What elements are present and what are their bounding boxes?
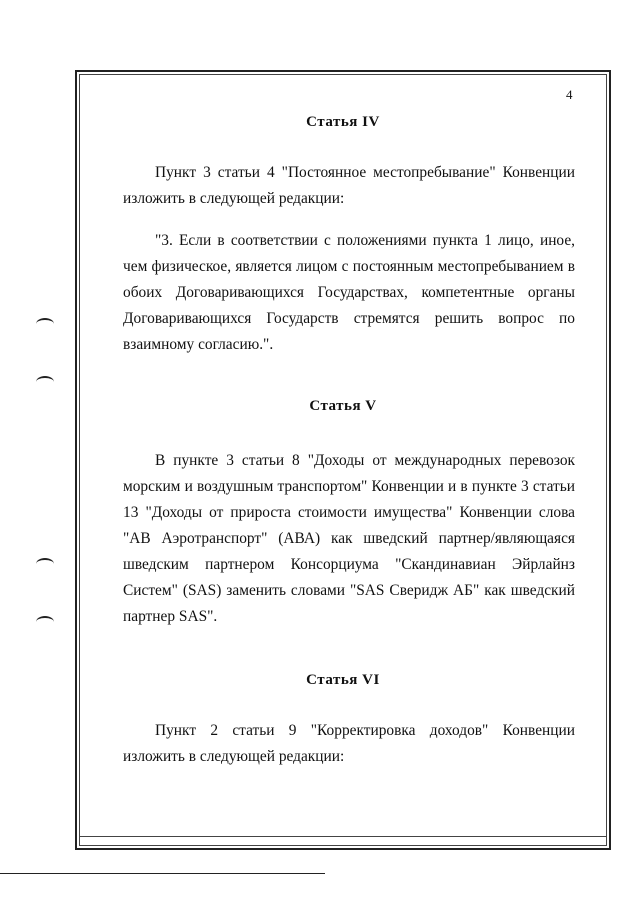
article-paragraph: "3. Если в соответствии с положениями пункта 1 лицо, иное, чем физическое, является лицом с постоянным местопребыванием в обоих Договаривающихся Государствах, компетентные органы Договаривающихся Государств стремятся решить вопрос по взаимному согласию.".: [123, 232, 575, 353]
binder-hole-mark: [36, 318, 54, 330]
article-heading: Статья IV: [306, 114, 380, 130]
article-heading: Статья V: [309, 398, 377, 414]
footer-rule: [0, 873, 325, 874]
article-paragraph: Пункт 3 статьи 4 "Постоянное местопребывание" Конвенции изложить в следующей редакции:: [123, 164, 575, 207]
binder-hole-mark: [36, 616, 54, 628]
article-heading: Статья VI: [306, 672, 380, 688]
page-frame-bottom-line: [79, 836, 607, 837]
page-number: 4: [566, 87, 573, 102]
article-paragraph: В пункте 3 статьи 8 "Доходы от международных перевозок морским и воздушным транспортом" Конвенции и в пункте 3 статьи 13 "Доходы от прироста стоимости имущества" Конвенции слова "АВ Аэротранспорт" (АВА) как шведский партнер/являющаяся шведским партнером Консорциума "Скандинавиан Эйрлайнз Систем" (SAS) заменить словами "SAS Сверидж АБ" как шведский партнер SAS".: [123, 452, 575, 625]
article-paragraph: Пункт 2 статьи 9 "Корректировка доходов" Конвенции изложить в следующей редакции:: [123, 722, 575, 765]
binder-hole-mark: [36, 376, 54, 388]
binder-hole-mark: [36, 558, 54, 570]
